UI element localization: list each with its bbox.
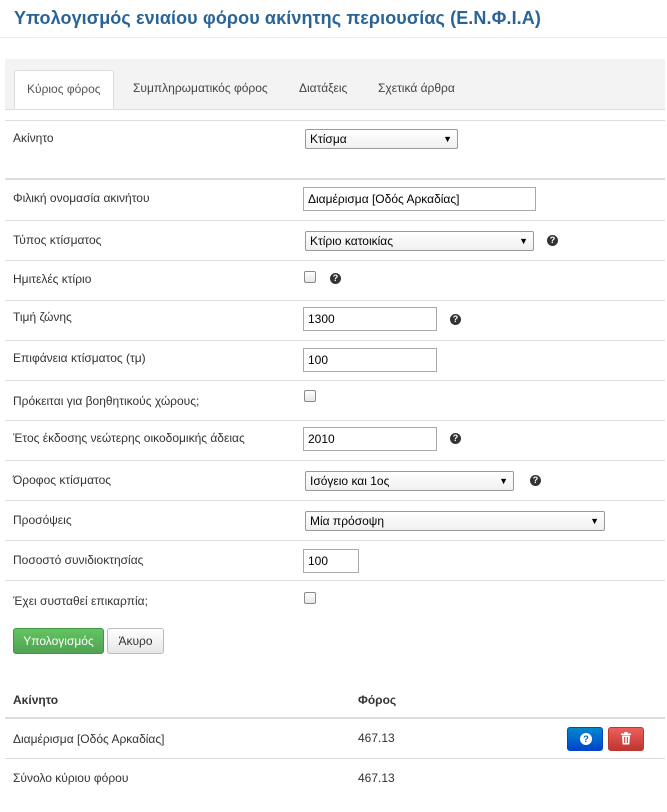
chevron-down-icon: ▼ [519, 236, 528, 246]
chevron-down-icon: ▼ [443, 134, 452, 144]
result-property-name: Διαμέρισμα [Οδός Αρκαδίας] [13, 732, 165, 746]
tab-bar [5, 59, 665, 110]
question-circle-icon: ? [580, 733, 592, 745]
unfinished-label: Ημιτελές κτίριο [13, 272, 92, 286]
info-button[interactable] [567, 727, 603, 751]
chevron-down-icon: ▼ [499, 476, 508, 486]
zone-price-input[interactable]: 1300 [303, 307, 437, 331]
chevron-down-icon: ▼ [590, 516, 599, 526]
row-usufruct [5, 580, 665, 621]
floor-select-value: Ισόγειο και 1ος [310, 474, 390, 488]
unfinished-checkbox[interactable] [304, 271, 316, 283]
friendly-name-input[interactable]: Διαμέρισμα [Οδός Αρκαδίας] [303, 187, 536, 211]
facades-select[interactable] [305, 511, 605, 531]
friendly-name-label: Φιλική ονομασία ακινήτου [13, 191, 150, 205]
floor-select[interactable] [305, 471, 514, 491]
tab-related-articles[interactable]: Σχετικά άρθρα [378, 81, 455, 95]
permit-year-input[interactable]: 2010 [303, 427, 437, 451]
page-title: Υπολογισμός ενιαίου φόρου ακίνητης περιουσίας (Ε.Ν.Φ.Ι.Α) [14, 8, 541, 28]
facades-label: Προσόψεις [13, 513, 72, 527]
tab-supplementary-tax[interactable]: Συμπληρωματικός φόρος [133, 81, 268, 95]
trash-icon [620, 732, 632, 745]
question-circle-icon[interactable]: ? [530, 475, 541, 486]
calculate-button[interactable]: Υπολογισμός [13, 628, 104, 654]
question-circle-icon[interactable]: ? [450, 314, 461, 325]
property-label: Ακίνητο [13, 131, 54, 145]
question-circle-icon[interactable]: ? [330, 273, 341, 284]
ownership-pct-label: Ποσοστό συνιδιοκτησίας [13, 553, 144, 567]
result-tax-value: 467.13 [358, 731, 395, 745]
building-type-select[interactable] [305, 231, 534, 251]
delete-button[interactable] [608, 727, 644, 751]
row-auxiliary [5, 380, 665, 421]
total-value: 467.13 [358, 771, 395, 785]
floor-label: Όροφος κτίσματος [13, 473, 112, 487]
area-label: Επιφάνεια κτίσματος (τμ) [13, 351, 146, 365]
usufruct-checkbox[interactable] [304, 592, 316, 604]
auxiliary-label: Πρόκειται για βοηθητικούς χώρους; [13, 394, 200, 408]
facades-select-value: Μία πρόσοψη [310, 514, 385, 528]
property-select[interactable] [305, 129, 458, 149]
zone-price-label: Τιμή ζώνης [13, 310, 72, 324]
tab-provisions[interactable]: Διατάξεις [299, 81, 348, 95]
cancel-button[interactable]: Άκυρο [107, 628, 164, 654]
area-input[interactable]: 100 [303, 348, 437, 372]
tab-main-tax[interactable]: Κύριος φόρος [14, 70, 114, 109]
permit-year-label: Έτος έκδοσης νεώτερης οικοδομικής άδειας [13, 431, 245, 445]
table-total-row [5, 758, 665, 799]
title-divider [0, 37, 667, 38]
building-type-label: Τύπος κτίσματος [13, 233, 102, 247]
total-label: Σύνολο κύριου φόρου [13, 771, 129, 785]
building-type-select-value: Κτίριο κατοικίας [310, 234, 393, 248]
auxiliary-checkbox[interactable] [304, 390, 316, 402]
column-header-property: Ακίνητο [13, 693, 59, 707]
usufruct-label: Έχει συσταθεί επικαρπία; [13, 594, 148, 608]
question-circle-icon[interactable]: ? [450, 433, 461, 444]
column-header-tax: Φόρος [358, 693, 397, 707]
question-circle-icon[interactable]: ? [547, 235, 558, 246]
table-row [5, 717, 665, 759]
property-select-value: Κτίσμα [310, 132, 347, 146]
ownership-pct-input[interactable]: 100 [303, 549, 359, 573]
